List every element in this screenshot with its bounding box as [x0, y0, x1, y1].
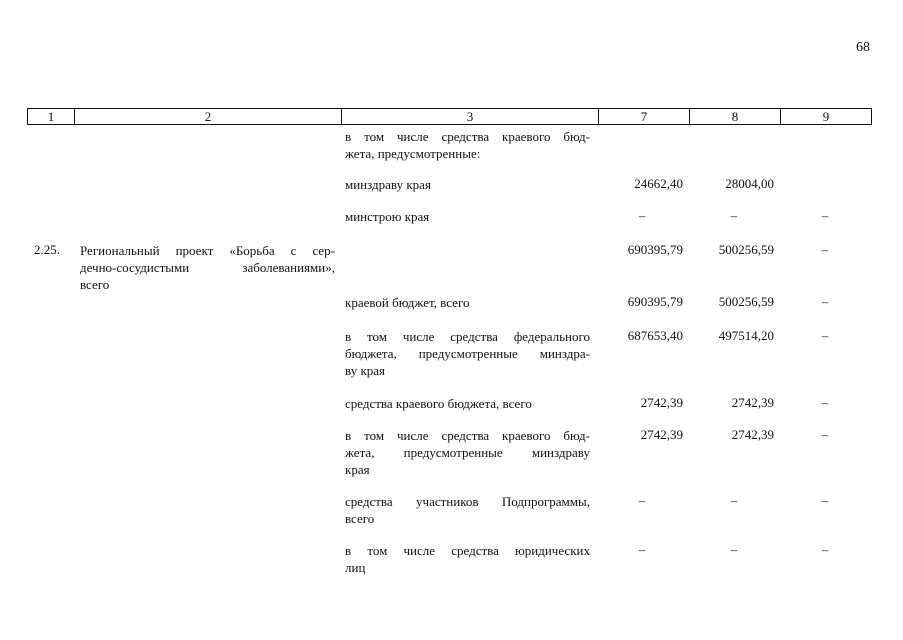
value-col-8: 28004,00 [725, 176, 774, 191]
value-col-7: 24662,40 [634, 176, 683, 191]
value-col-7: 690395,79 [627, 242, 683, 257]
header-col-9: 9 [822, 109, 830, 124]
row-description: минстрою края [345, 209, 430, 224]
header-col-3: 3 [342, 109, 599, 124]
value-col-8: 2742,39 [731, 427, 774, 442]
row-description: минздраву края [345, 177, 431, 192]
value-col-7: 687653,40 [627, 328, 683, 343]
row-name: Региональный проект «Борьба с сер- дечно-сосудистыми заболеваниями», всего [80, 243, 335, 292]
value-col-9: – [821, 427, 829, 442]
value-col-8: 500256,59 [718, 242, 774, 257]
value-col-8: – [730, 493, 738, 508]
value-col-7: – [638, 208, 646, 223]
header-col-2: 2 [75, 109, 342, 124]
row-description: средства краевого бюджета, всего [345, 396, 532, 411]
value-col-9: – [821, 242, 829, 257]
row-description: в том числе средства федерального бюджета, предусмотренные минздра- ву края [345, 329, 590, 378]
row-description: в том числе средства юридических лиц [345, 543, 590, 575]
value-col-9: – [821, 208, 829, 223]
value-col-7: 2742,39 [640, 395, 683, 410]
value-col-7: – [638, 542, 646, 557]
value-col-8: – [730, 542, 738, 557]
row-number: 2.25. [34, 242, 60, 257]
value-col-9: – [821, 493, 829, 508]
value-col-8: 500256,59 [718, 294, 774, 309]
page-number: 68 [856, 40, 870, 55]
table-header-row [27, 108, 872, 125]
value-col-9: – [821, 328, 829, 343]
value-col-9: – [821, 542, 829, 557]
row-description: средства участников Подпрограммы, всего [345, 494, 590, 526]
value-col-9: – [821, 395, 829, 410]
value-col-7: – [638, 493, 646, 508]
value-col-8: 497514,20 [718, 328, 774, 343]
header-col-8: 8 [690, 109, 781, 124]
value-col-9: – [821, 294, 829, 309]
value-col-7: 2742,39 [640, 427, 683, 442]
value-col-8: – [730, 208, 738, 223]
row-description: в том числе средства краевого бюд- жета, предусмотренные минздраву края [345, 428, 590, 477]
header-col-7: 7 [599, 109, 690, 124]
row-description: краевой бюджет, всего [345, 295, 470, 310]
header-col-1: 1 [28, 109, 75, 124]
row-description: в том числе средства краевого бюд- жета, предусмотренные: [345, 129, 590, 161]
value-col-8: 2742,39 [731, 395, 774, 410]
value-col-7: 690395,79 [627, 294, 683, 309]
